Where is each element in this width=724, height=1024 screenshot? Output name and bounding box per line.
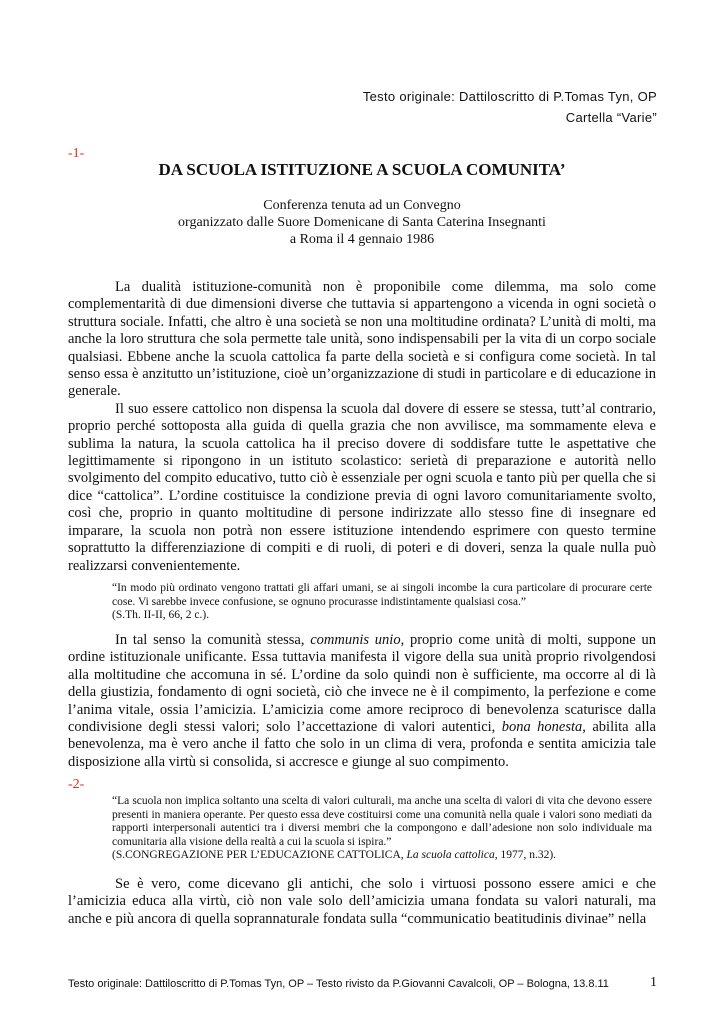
page-marker-2: -2-	[68, 777, 85, 792]
body-section-2	[68, 632, 656, 771]
quote-reference: (S.Th. II-II, 66, 2 c.).	[112, 609, 210, 622]
quote-text: “In modo più ordinato vengono trattati gli affari umani, se ai singoli incombe la cura particolare di procurare certe cose. Vi sarebbe invece confusione, se ognuno procurasse indistintamente qualsiasi cosa.”	[112, 582, 652, 608]
quote-congregation	[112, 795, 652, 863]
paragraph-2: Il suo essere cattolico non dispensa la scuola dal dovere di essere se stessa, tutt’al contrario, proprio perché sottoposta alla guida di quella grazia che non avvilisce, ma sommamente eleva e sublima la natura, la scuola cattolica ha il preciso dovere di soddisfare tutte le aspettative che legittimamente si ripongono in un istituto scolastico: serietà di preparazione e autorità nello svolgimento del compito educativo, tutto ciò è essenziale per ogni scuola e tanto più per quella che si dice “cattolica”. L’ordine costituisce la condizione previa di ogni lavoro comunitariamente svolto, così che, proprio in quanto moltitudine di persone indirizzate allo stesso fine di insegnare ed imparare, la scuola non potrà non essere istituzione intendendo esprimere con questo termine soprattutto la differenziazione di compiti e di ruoli, di poteri e di doveri, senza la quale nulla può realizzarsi convenientemente.	[68, 400, 656, 574]
body-section-1	[68, 279, 656, 575]
paragraph-3: In tal senso la comunità stessa, communis unio, proprio come unità di molti, suppone un ordine istituzionale unificante. Essa tuttavia manifesta il vigore della sua unità proprio rivolgendosi alla moltitudine che accomuna in sé. L’ordine da solo quindi non è sufficiente, ma occorre al di là della giustizia, fondamento di ogni società, ciò che invece ne è il compimento, la perfezione e come l’anima vitale, ossia l’amicizia. L’amicizia come amore reciproco di benevolenza scaturisce dalla condivisione degli stessi valori; solo l’accettazione di valori autentici, bona honesta, abilita alla benevolenza, ma è vero anche il fatto che solo in un clima di vera, profonda e sentita amicizia tale disposizione alla virtù si consolida, si accresce e giunge al suo compimento.	[68, 632, 656, 770]
document-title-ref: La scuola cattolica	[406, 849, 495, 862]
paragraph-1: La dualità istituzione-comunità non è proponibile come dilemma, ma solo come complementarità di due dimensioni diverse che tuttavia si appartengono a vicenda in ogni società o struttura sociale. Infatti, che altro è una società se non una moltitudine ordinata? L’unità di molti, ma anche la loro struttura che sola permette tale unità, sono indispensabili per la vita di un corpo sociale qualsiasi. Ebbene anche la scuola cattolica fa parte della società e si configura come società. In tal senso essa è anzitutto un’istituzione, cioè un’organizzazione di studi in particolare e di educazione in generale.	[68, 279, 656, 400]
latin-term: communis unio	[310, 632, 401, 648]
quote-reference: (S.CONGREGAZIONE PER L’EDUCAZIONE CATTOLICA, La scuola cattolica, 1977, n.32).	[112, 849, 557, 862]
folder-note: Cartella “Varie”	[565, 110, 657, 125]
subtitle-line-2: organizzato dalle Suore Domenicane di Santa Caterina Insegnanti	[178, 215, 546, 230]
page-marker-1: -1-	[68, 146, 85, 161]
document-title: DA SCUOLA ISTITUZIONE A SCUOLA COMUNITA’	[158, 160, 566, 179]
subtitle-line-1: Conferenza tenuta ad un Convegno	[263, 198, 461, 213]
page-number: 1	[650, 975, 657, 990]
source-note: Testo originale: Dattiloscritto di P.Tomas Tyn, OP	[362, 89, 657, 104]
quote-text: “La scuola non implica soltanto una scelta di valori culturali, ma anche una scelta di valori di vita che devono essere presenti in maniera operante. Per questo essa deve costituirsi come una comunità nella quale i valori sono mediati da rapporti interpersonali autentici tra i diversi membri che la compongono e dall’adesione non solo individuale ma comunitaria alla visione della realtà a cui la scuola si ispira.”	[112, 795, 652, 848]
latin-term: bona honesta	[501, 719, 583, 736]
page-footer: Testo originale: Dattiloscritto di P.Tomas Tyn, OP – Testo rivisto da P.Giovanni Cavalcoli, OP – Bologna, 13.8.11	[68, 978, 609, 990]
body-section-3	[68, 876, 656, 928]
paragraph-4: Se è vero, come dicevano gli antichi, che solo i virtuosi possono essere amici e che l’amicizia educa alla virtù, ciò non vale solo dell’amicizia umana fondata su valori naturali, ma anche e più ancora di quella soprannaturale fondata sulla “communicatio beatitudinis divinae” nella	[68, 876, 656, 927]
quote-aquinas	[112, 582, 652, 623]
subtitle-line-3: a Roma il 4 gennaio 1986	[289, 232, 435, 247]
